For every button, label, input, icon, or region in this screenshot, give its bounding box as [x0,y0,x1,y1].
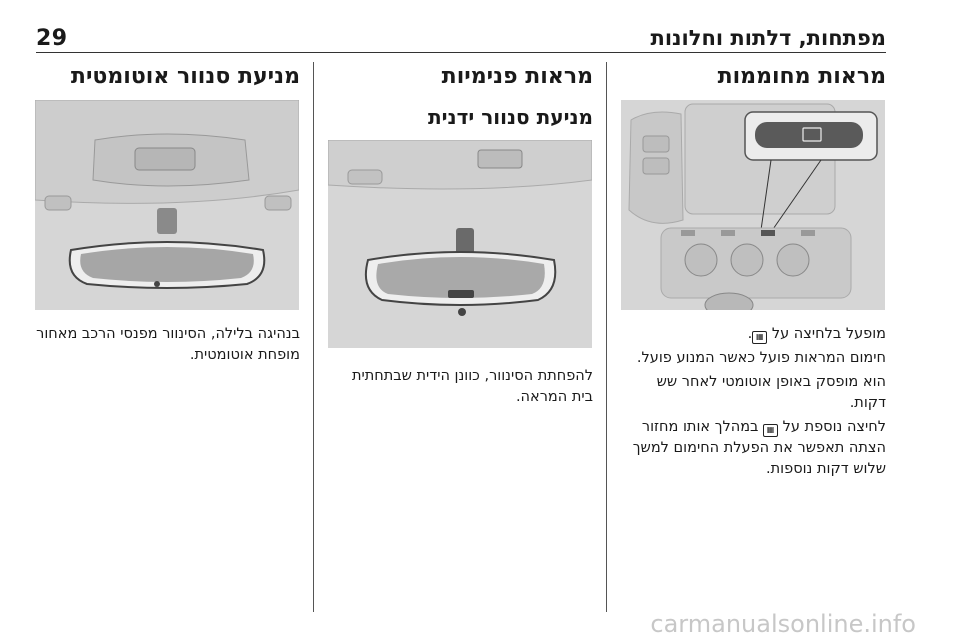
column-divider-right [606,62,607,612]
column-interior-mirrors [327,60,593,132]
paragraph-manual-adjust: להפחתת הסינוור, כוונן הידית שבתחתית בית המראה. [351,368,593,405]
watermark: carmanualsonline.info [650,610,916,638]
paragraph-auto-reduce: בנהיגה בלילה, הסינוור מפנסי הרכב מאחור מופחת אוטומטית. [36,326,300,363]
section-heading-auto-antidazzle: מניעת סנוור אוטומטית [70,64,300,89]
paragraph-activation: מופעל בלחיצה על ▦. [747,326,886,342]
paragraph-auto-off: הוא מופסק באופן אוטומטי לאחר שש דקות. [656,374,886,411]
rear-window-heater-icon: ▦ [763,424,778,437]
section-heading-interior-mirrors: מראות פנימיות [441,64,593,89]
header-rule [36,52,886,53]
paragraph-engine-running: חימום המראות פועל כאשר המנוע פועל. [636,350,886,366]
subheading-manual-antidazzle: מניעת סנוור ידנית [427,105,593,129]
figure-auto-mirror [35,100,299,310]
dashboard-illustration [621,100,885,310]
page-number: 29 [36,26,68,51]
manual-antidazzle-body [327,366,593,408]
rear-window-heater-icon: ▦ [752,331,767,344]
page-header [36,26,886,52]
column-divider-left [313,62,314,612]
manual-mirror-illustration [328,140,592,348]
page-header-title: מפתחות, דלתות וחלונות [650,26,886,50]
paragraph-extra-minutes: לחיצה נוספת על ▦ במהלך אותו מחזור הצתה תאפשר את הפעלת החימום למשך שלוש דקות נוספות. [632,419,886,477]
figure-heated-mirror-button [621,100,885,310]
heated-mirrors-body [620,324,886,480]
column-heated-mirrors [620,60,886,94]
auto-mirror-illustration [35,100,299,310]
figure-manual-mirror [328,140,592,348]
section-heading-heated-mirrors: מראות מחוממות [717,64,886,89]
auto-antidazzle-body [34,324,300,366]
column-auto-antidazzle [34,60,300,94]
